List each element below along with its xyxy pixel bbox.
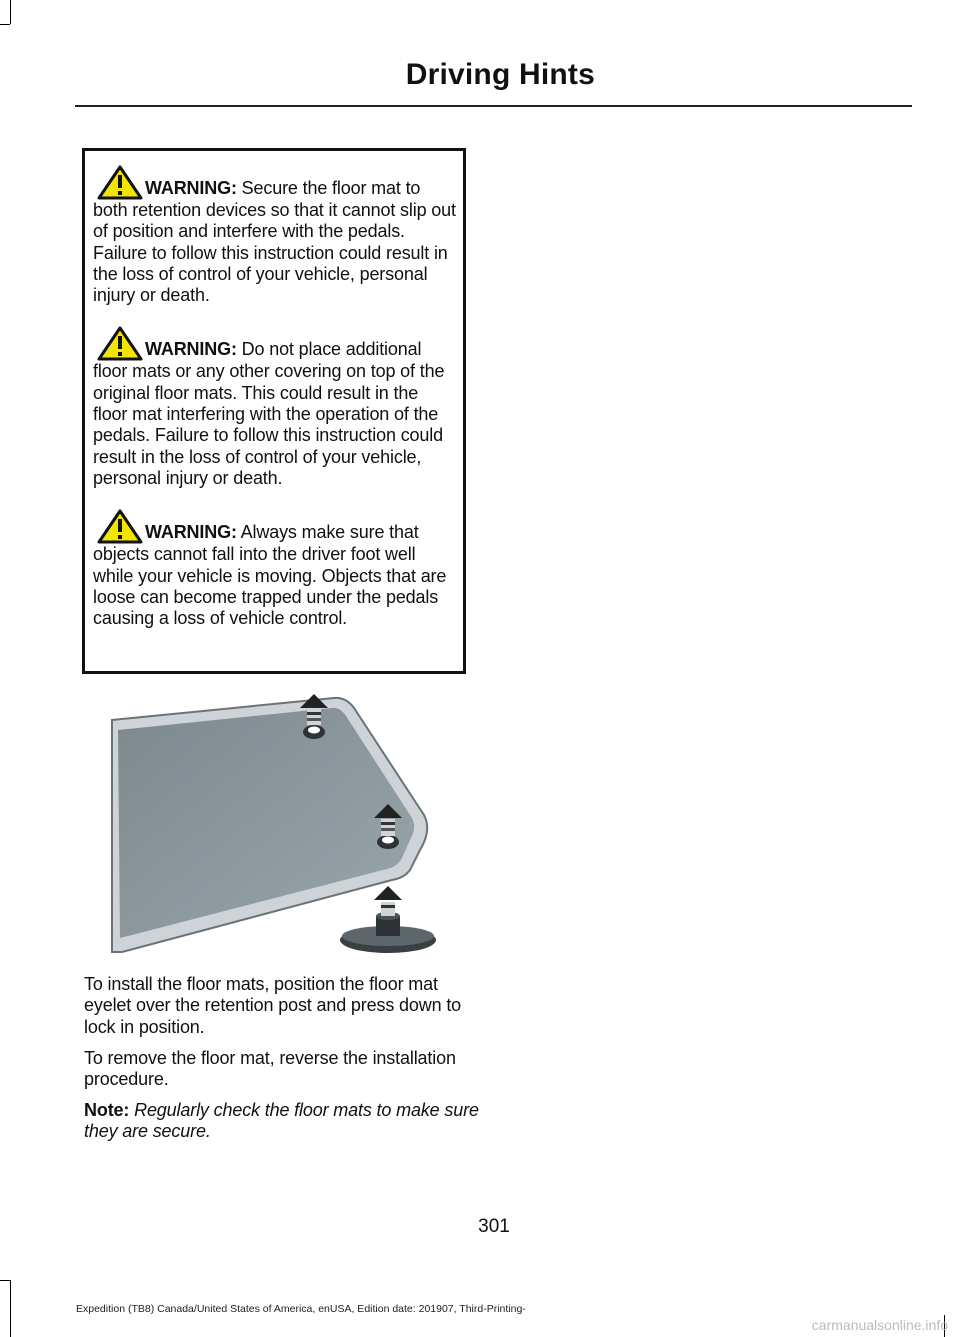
install-instructions: To install the floor mats, position the floor mat eyelet over the retention post and press down to lock in position. <box>84 974 462 1037</box>
warning-label: WARNING: <box>145 339 237 360</box>
warning-box <box>82 148 466 674</box>
warning-text: Do not place additional floor mats or any other covering on top of the original floor mats. This could result in the floor mat interfering with the operation of the pedals. Failure to follow this instruction could result in the loss of control of your vehicle, personal injury or death. <box>93 339 445 488</box>
note-label: Note: <box>84 1100 130 1120</box>
crop-mark-top-left-h <box>0 24 10 25</box>
warning-triangle-icon <box>97 165 143 200</box>
remove-instructions: To remove the floor mat, reverse the installation procedure. <box>84 1048 456 1090</box>
note <box>84 1100 484 1143</box>
floor-mat-illustration <box>84 690 474 960</box>
page-number: 301 <box>478 1216 510 1237</box>
crop-mark-top-left <box>10 0 11 24</box>
watermark: carmanualsonline.info <box>811 1317 948 1333</box>
warning-label: WARNING: <box>145 522 237 543</box>
warning-label: WARNING: <box>145 178 237 198</box>
warning-2 <box>93 326 457 489</box>
header-rule <box>75 105 912 107</box>
note-text: Regularly check the floor mats to make sure they are secure. <box>84 1100 479 1142</box>
crop-mark-bottom-left <box>10 1280 11 1337</box>
warning-triangle-icon <box>97 509 143 544</box>
warning-text: Secure the floor mat to both retention devices so that it cannot slip out of position and interfere with the pedals. Failure to follow this instruction could result in the loss of control of your vehicle, personal injury or death. <box>93 178 456 306</box>
warning-text: Always make sure that objects cannot fall into the driver foot well while your vehicle is moving. Objects that are loose can become trapped under the pedals causing a loss of vehicle control. <box>93 522 447 629</box>
crop-mark-bottom-left-h <box>0 1280 10 1281</box>
footer-edition: Expedition (TB8) Canada/United States of America, enUSA, Edition date: 201907, Third-Printing- <box>76 1303 526 1315</box>
warning-triangle-icon <box>97 326 143 361</box>
warning-3 <box>93 509 457 629</box>
warning-1 <box>93 165 457 306</box>
page-title: Driving Hints <box>405 58 595 91</box>
